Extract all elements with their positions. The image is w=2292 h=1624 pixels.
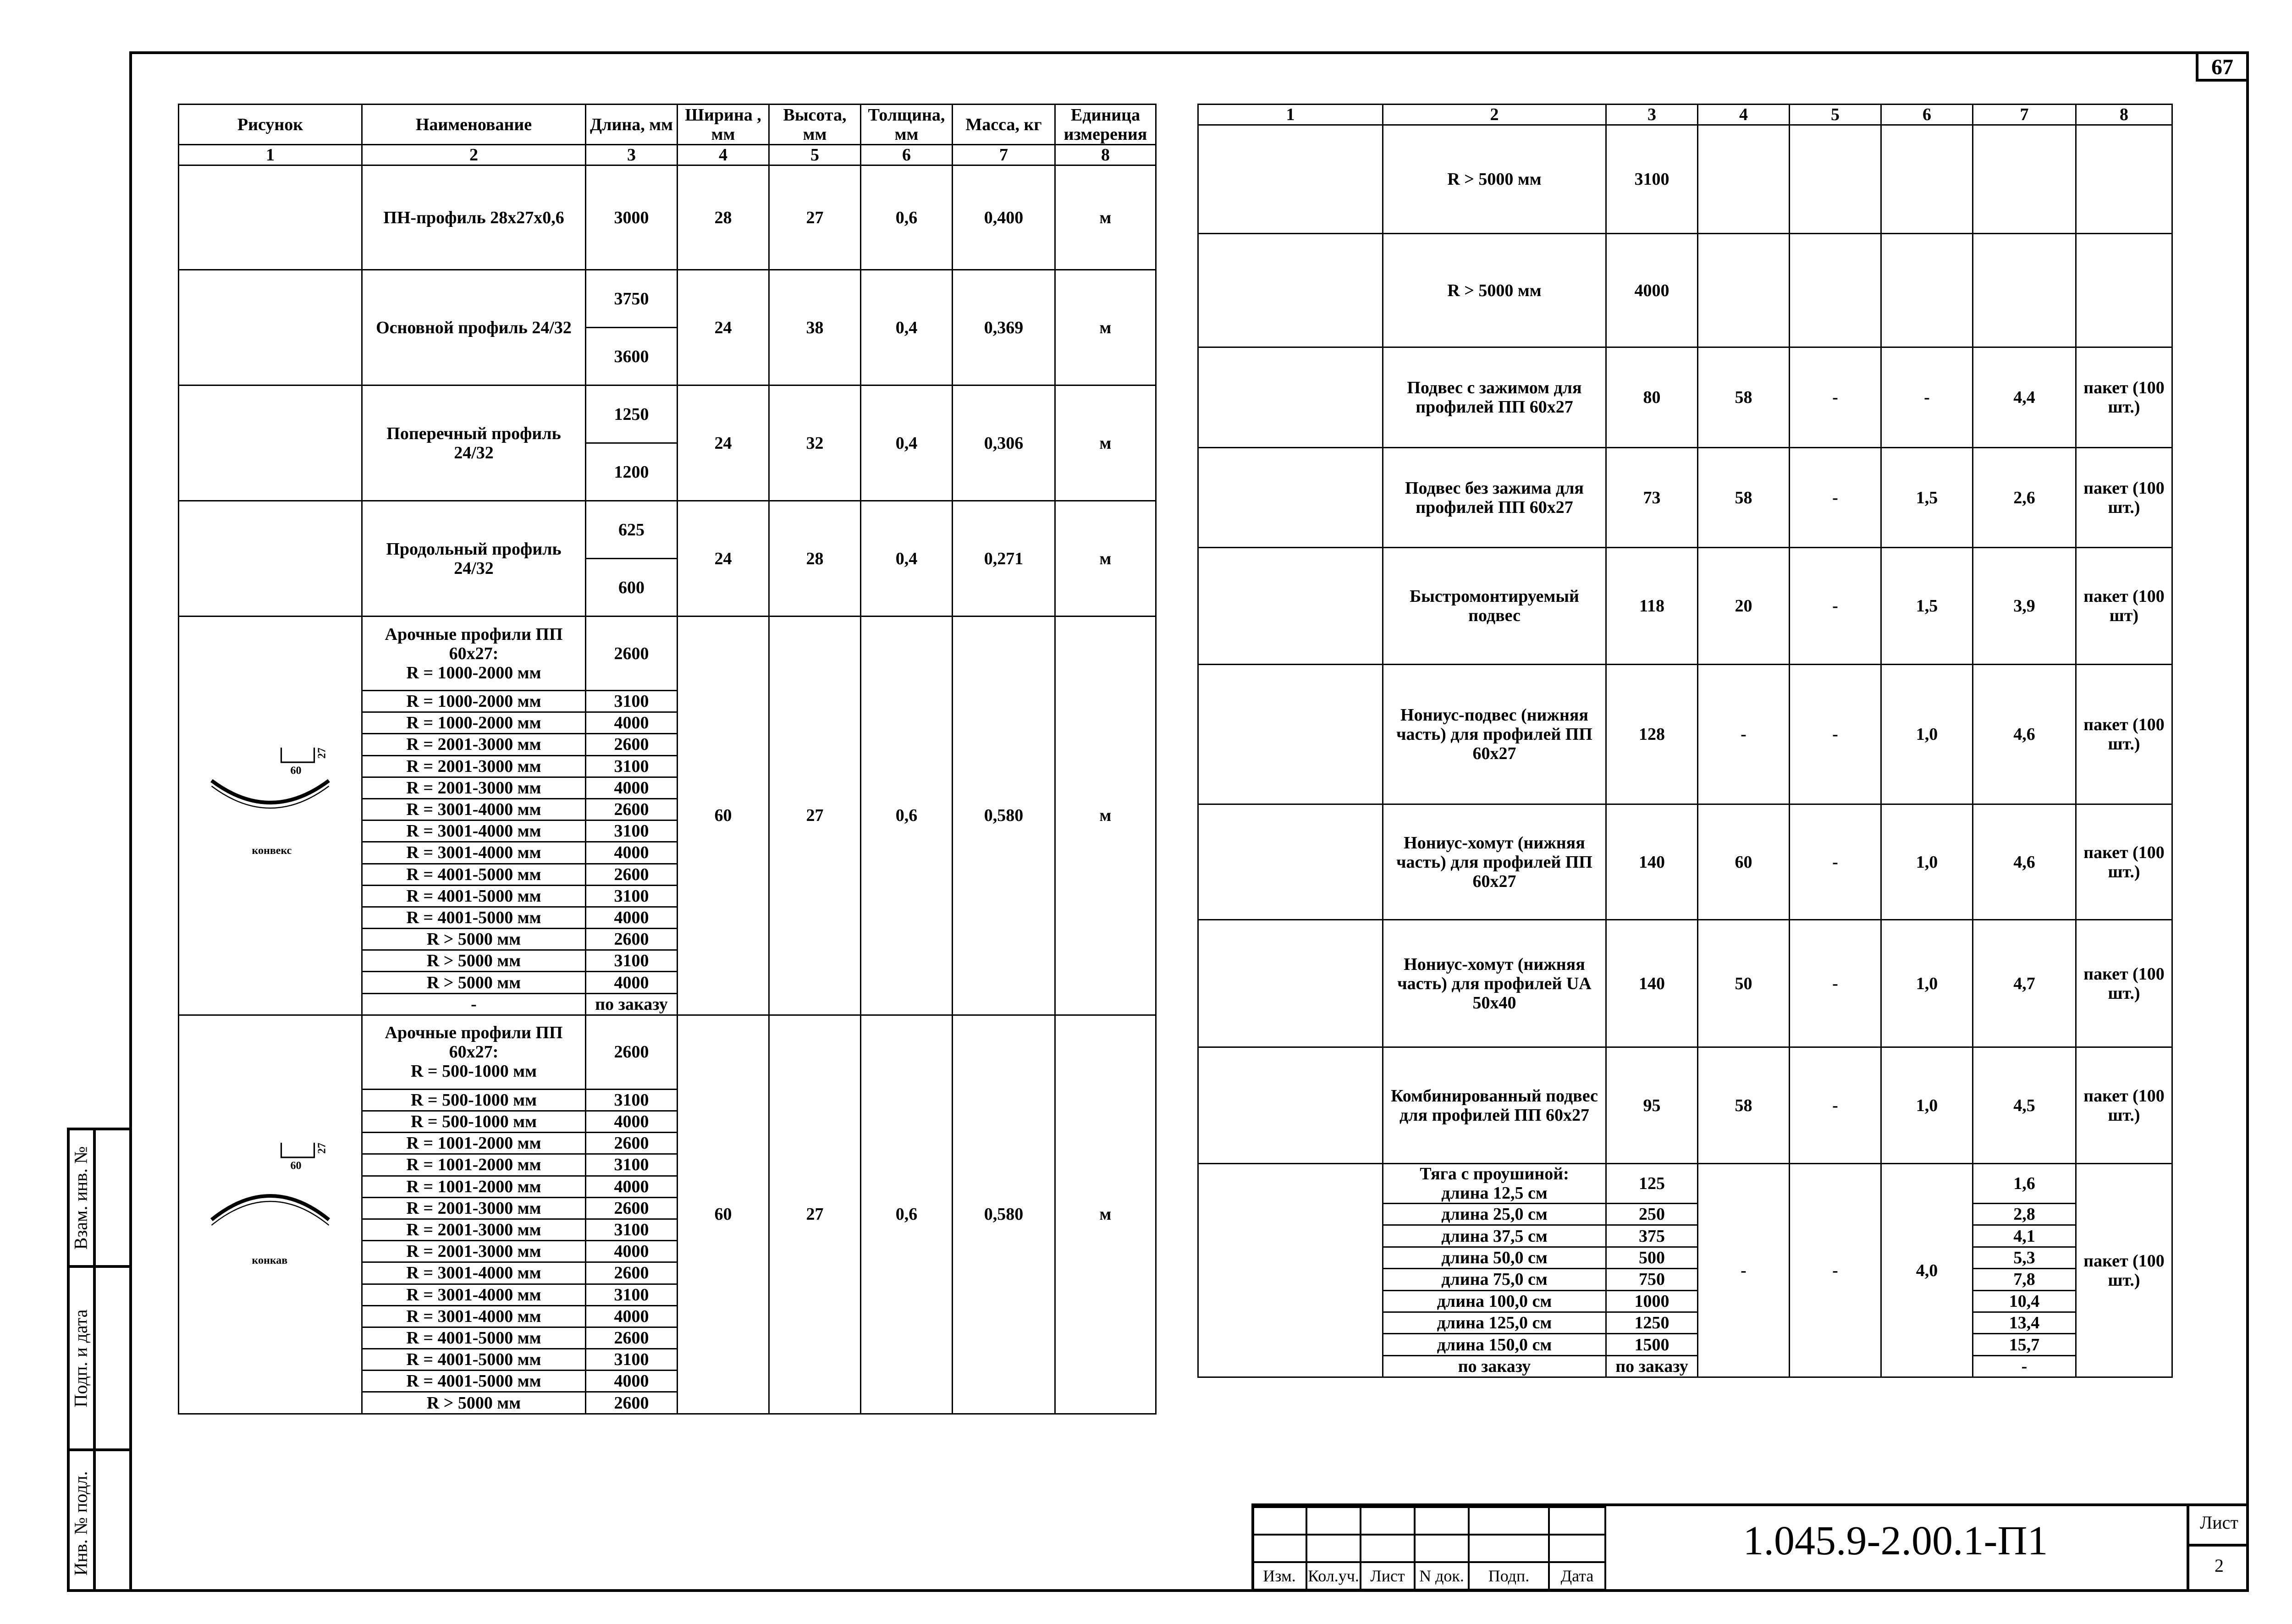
value-cell: - bbox=[1790, 665, 1881, 804]
value-cell: 60 bbox=[1698, 804, 1790, 920]
arch-radius: R = 4001-5000 мм bbox=[362, 864, 586, 885]
value-cell: - bbox=[1698, 665, 1790, 804]
width-cell: 60 bbox=[678, 1015, 769, 1414]
item-name: Подвес с зажимом для профилей ПП 60х27 bbox=[1383, 347, 1606, 448]
unit-cell: м bbox=[1055, 165, 1156, 270]
arch-radius: R = 1000-2000 мм bbox=[362, 712, 586, 734]
length-cell: 1250 bbox=[586, 385, 678, 443]
col-number: 3 bbox=[1606, 105, 1698, 125]
value-cell: пакет (100 шт.) bbox=[2076, 448, 2172, 548]
length-cell: 250 bbox=[1606, 1204, 1698, 1225]
value-cell: - bbox=[1790, 1164, 1881, 1377]
value-cell bbox=[1881, 125, 1973, 234]
stamp-label: Дата bbox=[1549, 1562, 1605, 1590]
unit-cell: м bbox=[1055, 617, 1156, 1015]
value-cell: 1,5 bbox=[1881, 548, 1973, 665]
value-cell bbox=[1698, 234, 1790, 347]
length-cell: 4000 bbox=[586, 907, 678, 928]
value-cell: 118 bbox=[1606, 548, 1698, 665]
height-cell: 27 bbox=[769, 1015, 861, 1414]
mass-cell: 0,400 bbox=[953, 165, 1055, 270]
hanger-picture bbox=[1198, 125, 1383, 234]
value-cell: - bbox=[1790, 804, 1881, 920]
col-number: 6 bbox=[861, 145, 953, 165]
profile-name: Поперечный профиль 24/32 bbox=[362, 385, 586, 501]
col-number: 1 bbox=[1198, 105, 1383, 125]
thickness-cell: 0,6 bbox=[861, 1015, 953, 1414]
arch-radius: R > 5000 мм bbox=[362, 972, 586, 993]
unit-cell: м bbox=[1055, 270, 1156, 385]
length-cell: 1200 bbox=[586, 443, 678, 501]
width-cell: 24 bbox=[678, 270, 769, 385]
height-cell: 32 bbox=[769, 385, 861, 501]
length-cell: 2600 bbox=[586, 734, 678, 755]
hanger-picture bbox=[1198, 347, 1383, 448]
sheet-label: Лист bbox=[2189, 1503, 2249, 1547]
mass-cell: - bbox=[1973, 1355, 2076, 1377]
arch-radius: R > 5000 мм bbox=[362, 1392, 586, 1414]
item-name: Быстромонтируемый подвес bbox=[1383, 548, 1606, 665]
mass-cell: 0,271 bbox=[953, 501, 1055, 617]
length-cell: 3100 bbox=[586, 755, 678, 777]
length-cell: 3100 bbox=[586, 950, 678, 972]
profile-picture bbox=[179, 385, 362, 501]
profile-picture bbox=[179, 501, 362, 617]
rod-length: длина 25,0 см bbox=[1383, 1204, 1606, 1225]
hanger-picture bbox=[1198, 920, 1383, 1047]
length-cell: 2600 bbox=[586, 1392, 678, 1414]
profile-name: Продольный профиль 24/32 bbox=[362, 501, 586, 617]
unit-cell: пакет (100 шт.) bbox=[2076, 1164, 2172, 1377]
profile-name: Основной профиль 24/32 bbox=[362, 270, 586, 385]
length-cell: 2600 bbox=[586, 864, 678, 885]
item-name: R > 5000 мм bbox=[1383, 125, 1606, 234]
height-cell: 28 bbox=[769, 501, 861, 617]
value-cell: 58 bbox=[1698, 448, 1790, 548]
arch-radius: R > 5000 мм bbox=[362, 929, 586, 950]
mass-cell: 5,3 bbox=[1973, 1247, 2076, 1268]
value-cell bbox=[1790, 234, 1881, 347]
value-cell: 4,0 bbox=[1881, 1164, 1973, 1377]
value-cell bbox=[1881, 234, 1973, 347]
value-cell bbox=[1698, 125, 1790, 234]
length-cell: 2600 bbox=[586, 798, 678, 820]
arch-radius: R = 2001-3000 мм bbox=[362, 1197, 586, 1219]
arch-radius: R = 500-1000 мм bbox=[410, 1062, 537, 1081]
value-cell bbox=[1790, 125, 1881, 234]
length-cell: 1250 bbox=[1606, 1312, 1698, 1333]
height-cell: 27 bbox=[769, 617, 861, 1015]
sheet-number: 2 bbox=[2215, 1555, 2224, 1576]
hanger-picture bbox=[1198, 548, 1383, 665]
value-cell: 4,5 bbox=[1973, 1047, 2076, 1164]
header-cell: Ширина , мм bbox=[678, 105, 769, 145]
header-cell: Масса, кг bbox=[953, 105, 1055, 145]
length-cell: 3600 bbox=[586, 328, 678, 385]
length-cell: 125 bbox=[1606, 1164, 1698, 1204]
value-cell: 140 bbox=[1606, 920, 1698, 1047]
arch-radius: R = 2001-3000 мм bbox=[362, 777, 586, 798]
arch-radius: R = 4001-5000 мм bbox=[362, 1349, 586, 1371]
page-number: 67 bbox=[2211, 55, 2233, 79]
length-cell: 375 bbox=[1606, 1225, 1698, 1247]
arch-radius: R = 3001-4000 мм bbox=[362, 820, 586, 842]
value-cell: 3,9 bbox=[1973, 548, 2076, 665]
rod-name-cell bbox=[1383, 1164, 1606, 1204]
arch-radius: R = 2001-3000 мм bbox=[362, 1219, 586, 1240]
arch-radius: R = 2001-3000 мм bbox=[362, 734, 586, 755]
length-cell: 625 bbox=[586, 501, 678, 559]
mass-cell: 2,8 bbox=[1973, 1204, 2076, 1225]
item-name: Комбинированный подвес для профилей ПП 60х27 bbox=[1383, 1047, 1606, 1164]
col-number: 2 bbox=[362, 145, 586, 165]
rod-length: по заказу bbox=[1383, 1355, 1606, 1377]
length-cell: 4000 bbox=[586, 1111, 678, 1133]
value-cell: 95 bbox=[1606, 1047, 1698, 1164]
value-cell: пакет (100 шт.) bbox=[2076, 347, 2172, 448]
replace-inv-label: Взам. инв. № bbox=[70, 1146, 91, 1250]
arch-radius: R = 1001-2000 мм bbox=[362, 1154, 586, 1176]
length-cell: 3100 bbox=[586, 1349, 678, 1371]
value-cell bbox=[1973, 234, 2076, 347]
value-cell: пакет (100 шт.) bbox=[2076, 1047, 2172, 1164]
length-cell: 3100 bbox=[586, 1284, 678, 1305]
rod-length: длина 50,0 см bbox=[1383, 1247, 1606, 1268]
stamp-label: Подп. bbox=[1469, 1562, 1549, 1590]
mass-cell: 0,369 bbox=[953, 270, 1055, 385]
rod-title: Тяга с проушиной: bbox=[1420, 1164, 1569, 1184]
rod-length: длина 37,5 см bbox=[1383, 1225, 1606, 1247]
value-cell: 2,6 bbox=[1973, 448, 2076, 548]
length-cell: 4000 bbox=[586, 972, 678, 993]
col-number: 3 bbox=[586, 145, 678, 165]
arch-radius: R = 3001-4000 мм bbox=[362, 798, 586, 820]
hanger-picture bbox=[1198, 665, 1383, 804]
width-cell: 24 bbox=[678, 501, 769, 617]
col-number: 8 bbox=[2076, 105, 2172, 125]
doc-code: 1.045.9-2.00.1-П1 bbox=[1743, 1518, 2048, 1563]
arch-profile-drawing bbox=[182, 678, 358, 953]
mass-cell: 0,580 bbox=[953, 1015, 1055, 1414]
arch-caption: конвекс bbox=[252, 845, 292, 857]
col-number: 5 bbox=[1790, 105, 1881, 125]
hanger-picture bbox=[1198, 234, 1383, 347]
item-name: Нониус-подвес (нижняя часть) для профилей ПП 60х27 bbox=[1383, 665, 1606, 804]
stamp-label: Изм. bbox=[1252, 1562, 1306, 1590]
length-cell: по заказу bbox=[1606, 1355, 1698, 1377]
length-cell: по заказу bbox=[586, 993, 678, 1015]
item-name: Нониус-хомут (нижняя часть) для профилей UA 50х40 bbox=[1383, 920, 1606, 1047]
profile-picture bbox=[179, 270, 362, 385]
value-cell: 73 bbox=[1606, 448, 1698, 548]
value-cell: - bbox=[1790, 347, 1881, 448]
mass-cell: 15,7 bbox=[1973, 1334, 2076, 1355]
profile-picture bbox=[179, 165, 362, 270]
arch-radius: R = 4001-5000 мм bbox=[362, 1327, 586, 1349]
value-cell: 4,6 bbox=[1973, 804, 2076, 920]
arch-radius: R = 3001-4000 мм bbox=[362, 842, 586, 864]
value-cell: 4,6 bbox=[1973, 665, 2076, 804]
mass-cell: 10,4 bbox=[1973, 1290, 2076, 1312]
length-cell: 3100 bbox=[586, 1219, 678, 1240]
length-cell: 3000 bbox=[586, 165, 678, 270]
item-name: R > 5000 мм bbox=[1383, 234, 1606, 347]
arch-radius: - bbox=[362, 993, 586, 1015]
value-cell bbox=[2076, 234, 2172, 347]
arch-radius: R = 3001-4000 мм bbox=[362, 1305, 586, 1327]
stamp-label: N док. bbox=[1415, 1562, 1469, 1590]
original-inv-label: Инв. № подл. bbox=[70, 1471, 91, 1576]
hanger-picture bbox=[1198, 1047, 1383, 1164]
value-cell: 4000 bbox=[1606, 234, 1698, 347]
arch-picture bbox=[179, 1015, 362, 1414]
header-cell: Единица измерения bbox=[1055, 105, 1156, 145]
svg-text:27: 27 bbox=[316, 748, 328, 759]
mass-cell: 0,306 bbox=[953, 385, 1055, 501]
thickness-cell: 0,4 bbox=[861, 270, 953, 385]
col-number: 7 bbox=[1973, 105, 2076, 125]
arch-radius: R = 1000-2000 мм bbox=[362, 691, 586, 712]
right-spec-table bbox=[1197, 104, 2173, 1378]
stamp-label: Лист bbox=[1361, 1562, 1415, 1590]
value-cell: 1,5 bbox=[1881, 448, 1973, 548]
value-cell: 128 bbox=[1606, 665, 1698, 804]
sign-date-label: Подп. и дата bbox=[70, 1309, 91, 1408]
arch-picture bbox=[179, 617, 362, 1015]
value-cell: - bbox=[1698, 1164, 1790, 1377]
value-cell bbox=[2076, 125, 2172, 234]
header-cell: Высота, мм bbox=[769, 105, 861, 145]
width-cell: 28 bbox=[678, 165, 769, 270]
value-cell: пакет (100 шт) bbox=[2076, 548, 2172, 665]
rod-length: длина 75,0 см bbox=[1383, 1269, 1606, 1290]
value-cell: 140 bbox=[1606, 804, 1698, 920]
value-cell: пакет (100 шт.) bbox=[2076, 920, 2172, 1047]
col-number: 5 bbox=[769, 145, 861, 165]
value-cell: 80 bbox=[1606, 347, 1698, 448]
rod-picture bbox=[1198, 1164, 1383, 1377]
arch-name-cell bbox=[362, 617, 586, 691]
length-cell: 4000 bbox=[586, 1371, 678, 1392]
svg-text:60: 60 bbox=[290, 1160, 302, 1172]
arch-radius: R = 1001-2000 мм bbox=[362, 1133, 586, 1154]
svg-text:60: 60 bbox=[290, 765, 302, 777]
value-cell: 58 bbox=[1698, 347, 1790, 448]
stamp-label: Кол.уч. bbox=[1306, 1562, 1361, 1590]
length-cell: 3100 bbox=[586, 691, 678, 712]
mass-cell: 7,8 bbox=[1973, 1269, 2076, 1290]
length-cell: 3100 bbox=[586, 820, 678, 842]
arch-caption: конкав bbox=[252, 1255, 288, 1267]
hanger-picture bbox=[1198, 804, 1383, 920]
col-number: 4 bbox=[678, 145, 769, 165]
value-cell: - bbox=[1790, 548, 1881, 665]
length-cell: 4000 bbox=[586, 1305, 678, 1327]
arch-title: Арочные профили ПП 60х27: bbox=[385, 1023, 563, 1062]
hanger-picture bbox=[1198, 448, 1383, 548]
unit-cell: м bbox=[1055, 501, 1156, 617]
arch-name-cell bbox=[362, 1015, 586, 1089]
col-number: 1 bbox=[179, 145, 362, 165]
value-cell: 1,0 bbox=[1881, 665, 1973, 804]
length-cell: 500 bbox=[1606, 1247, 1698, 1268]
length-cell: 2600 bbox=[586, 1262, 678, 1284]
value-cell: - bbox=[1790, 920, 1881, 1047]
length-cell: 2600 bbox=[586, 1133, 678, 1154]
header-cell: Наименование bbox=[362, 105, 586, 145]
value-cell: 1,0 bbox=[1881, 804, 1973, 920]
col-number: 8 bbox=[1055, 145, 1156, 165]
mass-cell: 0,580 bbox=[953, 617, 1055, 1015]
unit-cell: м bbox=[1055, 1015, 1156, 1414]
item-name: Нониус-хомут (нижняя часть) для профилей ПП 60х27 bbox=[1383, 804, 1606, 920]
sheet-box bbox=[2187, 1503, 2249, 1592]
col-number: 4 bbox=[1698, 105, 1790, 125]
header-cell: Длина, мм bbox=[586, 105, 678, 145]
col-number: 6 bbox=[1881, 105, 1973, 125]
rod-length: длина 125,0 см bbox=[1383, 1312, 1606, 1333]
length-cell: 3750 bbox=[586, 270, 678, 328]
value-cell: 50 bbox=[1698, 920, 1790, 1047]
arch-profile-drawing bbox=[182, 1077, 358, 1352]
length-cell: 1000 bbox=[1606, 1290, 1698, 1312]
thickness-cell: 0,4 bbox=[861, 385, 953, 501]
svg-text:27: 27 bbox=[316, 1143, 328, 1154]
arch-radius: R = 3001-4000 мм bbox=[362, 1284, 586, 1305]
arch-radius: R = 1001-2000 мм bbox=[362, 1176, 586, 1197]
arch-radius: R = 4001-5000 мм bbox=[362, 1371, 586, 1392]
rod-length: длина 12,5 см bbox=[1441, 1184, 1548, 1203]
value-cell: 4,4 bbox=[1973, 347, 2076, 448]
value-cell: - bbox=[1790, 1047, 1881, 1164]
arch-radius: R = 3001-4000 мм bbox=[362, 1262, 586, 1284]
length-cell: 600 bbox=[586, 559, 678, 617]
value-cell: 58 bbox=[1698, 1047, 1790, 1164]
length-cell: 1500 bbox=[1606, 1334, 1698, 1355]
length-cell: 4000 bbox=[586, 1176, 678, 1197]
rod-length: длина 150,0 см bbox=[1383, 1334, 1606, 1355]
length-cell: 3100 bbox=[586, 1089, 678, 1111]
length-cell: 3100 bbox=[586, 1154, 678, 1176]
arch-radius: R = 4001-5000 мм bbox=[362, 885, 586, 907]
value-cell: 4,7 bbox=[1973, 920, 2076, 1047]
value-cell: - bbox=[1790, 448, 1881, 548]
thickness-cell: 0,4 bbox=[861, 501, 953, 617]
length-cell: 4000 bbox=[586, 842, 678, 864]
col-number: 2 bbox=[1383, 105, 1606, 125]
length-cell: 4000 bbox=[586, 712, 678, 734]
rod-length: длина 100,0 см bbox=[1383, 1290, 1606, 1312]
value-cell: 1,0 bbox=[1881, 1047, 1973, 1164]
mass-cell: 4,1 bbox=[1973, 1225, 2076, 1247]
side-strip bbox=[67, 1128, 132, 1592]
value-cell: 20 bbox=[1698, 548, 1790, 665]
profile-name: ПН-профиль 28x27x0,6 bbox=[362, 165, 586, 270]
length-cell: 4000 bbox=[586, 1241, 678, 1262]
col-number: 7 bbox=[953, 145, 1055, 165]
width-cell: 60 bbox=[678, 617, 769, 1015]
length-cell: 2600 bbox=[586, 1015, 678, 1089]
arch-radius: R = 500-1000 мм bbox=[362, 1089, 586, 1111]
arch-radius: R = 500-1000 мм bbox=[362, 1111, 586, 1133]
arch-title: Арочные профили ПП 60х27: bbox=[385, 624, 563, 663]
length-cell: 2600 bbox=[586, 617, 678, 691]
header-cell: Рисунок bbox=[179, 105, 362, 145]
arch-radius: R > 5000 мм bbox=[362, 950, 586, 972]
thickness-cell: 0,6 bbox=[861, 165, 953, 270]
length-cell: 2600 bbox=[586, 929, 678, 950]
value-cell: пакет (100 шт.) bbox=[2076, 665, 2172, 804]
value-cell: - bbox=[1881, 347, 1973, 448]
arch-radius: R = 4001-5000 мм bbox=[362, 907, 586, 928]
length-cell: 3100 bbox=[586, 885, 678, 907]
value-cell: 1,0 bbox=[1881, 920, 1973, 1047]
mass-cell: 13,4 bbox=[1973, 1312, 2076, 1333]
arch-radius: R = 1000-2000 мм bbox=[406, 663, 541, 683]
value-cell bbox=[1973, 125, 2076, 234]
left-spec-table bbox=[178, 104, 1157, 1415]
length-cell: 750 bbox=[1606, 1269, 1698, 1290]
header-cell: Толщина, мм bbox=[861, 105, 953, 145]
value-cell: 3100 bbox=[1606, 125, 1698, 234]
item-name: Подвес без зажима для профилей ПП 60х27 bbox=[1383, 448, 1606, 548]
length-cell: 2600 bbox=[586, 1327, 678, 1349]
page-number-box bbox=[2196, 51, 2249, 82]
height-cell: 38 bbox=[769, 270, 861, 385]
value-cell: пакет (100 шт.) bbox=[2076, 804, 2172, 920]
height-cell: 27 bbox=[769, 165, 861, 270]
arch-radius: R = 2001-3000 мм bbox=[362, 1241, 586, 1262]
unit-cell: м bbox=[1055, 385, 1156, 501]
length-cell: 2600 bbox=[586, 1197, 678, 1219]
width-cell: 24 bbox=[678, 385, 769, 501]
mass-cell: 1,6 bbox=[1973, 1164, 2076, 1204]
thickness-cell: 0,6 bbox=[861, 617, 953, 1015]
arch-radius: R = 2001-3000 мм bbox=[362, 755, 586, 777]
length-cell: 4000 bbox=[586, 777, 678, 798]
